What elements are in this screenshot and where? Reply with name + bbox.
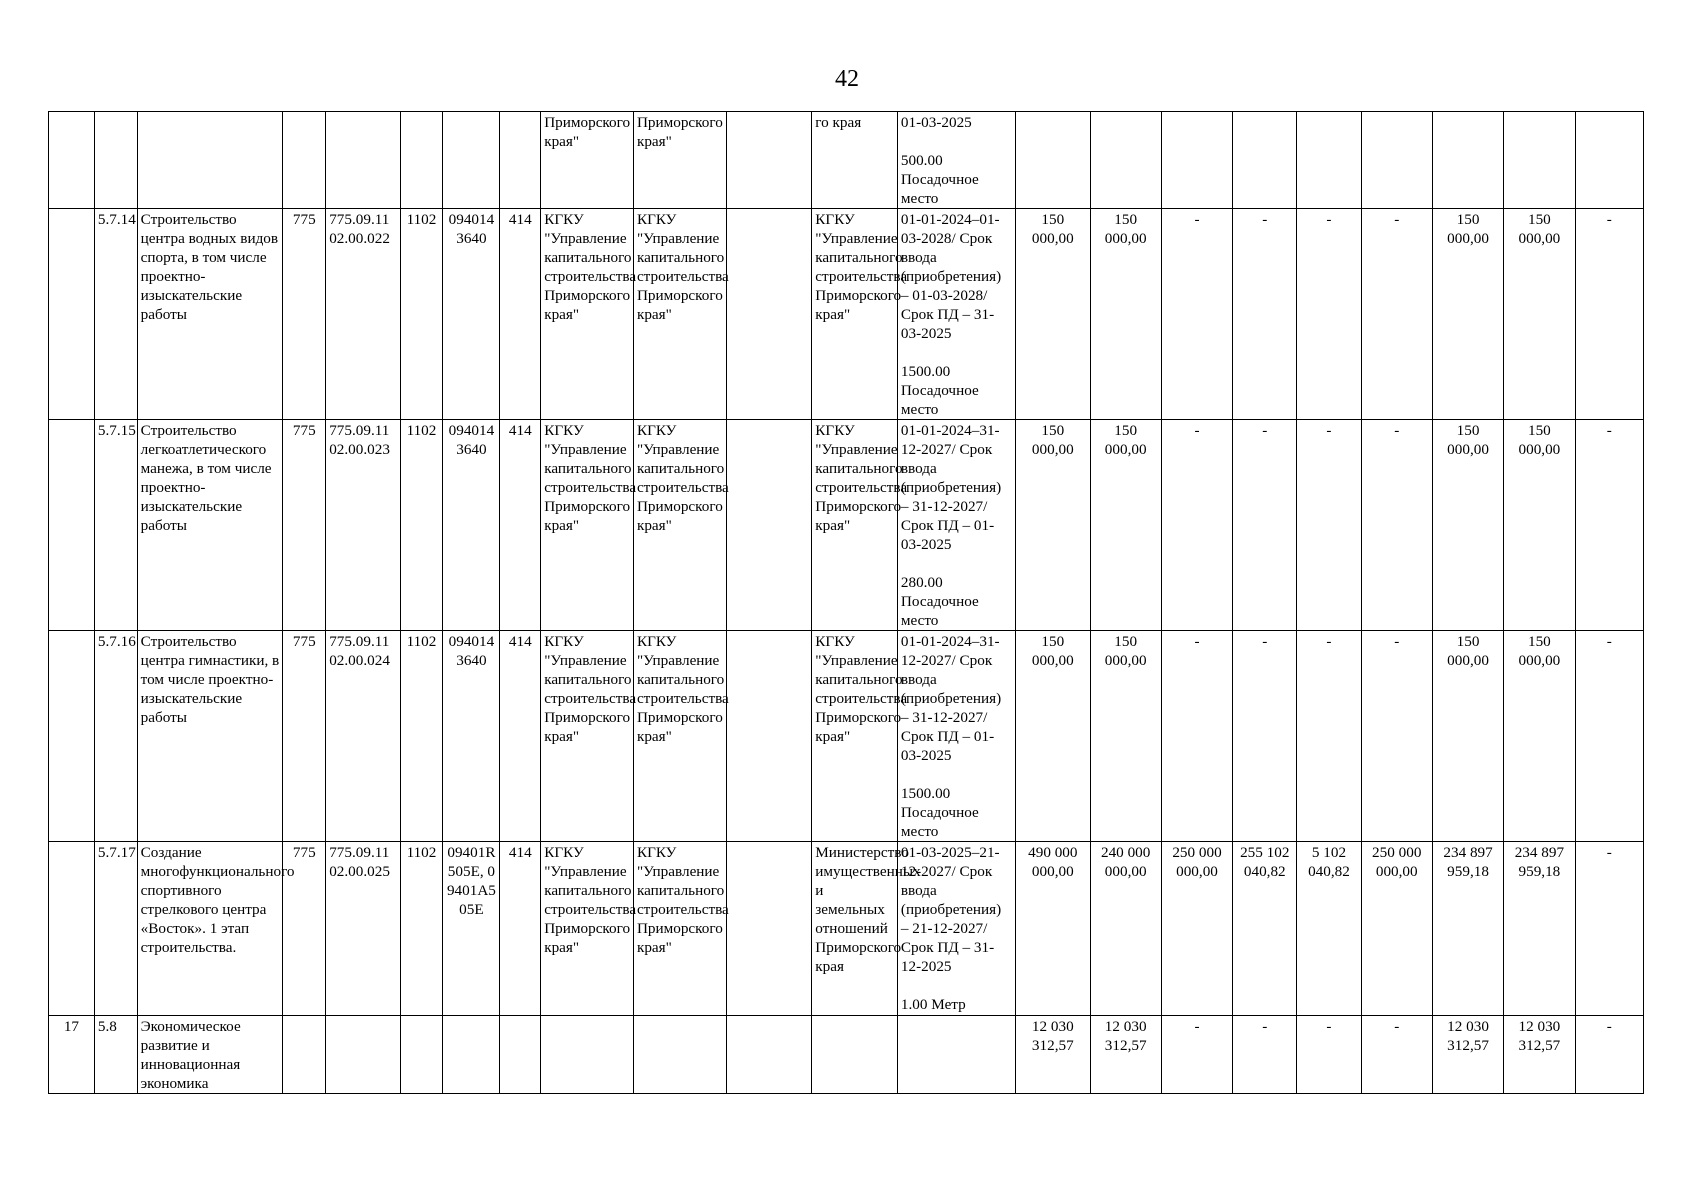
kbk-code xyxy=(326,112,400,209)
object-owner: КГКУ "Управление капитального строительства Приморского края" xyxy=(812,209,898,420)
value-col-4 xyxy=(1233,112,1297,209)
target-article-code xyxy=(443,1016,500,1094)
value-col-2: 240 000 000,00 xyxy=(1090,842,1161,1016)
value-col-2 xyxy=(1090,112,1161,209)
kbk-code: 775.09.11 02.00.024 xyxy=(326,631,400,842)
section-code: 1102 xyxy=(400,631,443,842)
state-customer: КГКУ "Управление капитального строительства Приморского края" xyxy=(541,842,634,1016)
value-col-2: 150 000,00 xyxy=(1090,209,1161,420)
terms-and-capacity: 01-01-2024–31-12-2027/ Срок ввода (приобретения) – 31-12-2027/ Срок ПД – 01-03-2025 280.00 Посадочное место xyxy=(897,420,1015,631)
value-col-5: - xyxy=(1297,420,1361,631)
value-col-3: - xyxy=(1161,420,1232,631)
value-col-5: - xyxy=(1297,631,1361,842)
table-row xyxy=(49,209,1644,420)
grbs-code: 775 xyxy=(283,631,326,842)
value-col-7 xyxy=(1432,112,1503,209)
value-col-3: - xyxy=(1161,1016,1232,1094)
developer: КГКУ "Управление капитального строительства Приморского края" xyxy=(633,420,726,631)
value-col-3: - xyxy=(1161,631,1232,842)
section-code xyxy=(400,1016,443,1094)
section-code xyxy=(400,112,443,209)
object-owner: го края xyxy=(812,112,898,209)
state-customer xyxy=(541,1016,634,1094)
value-col-6 xyxy=(1361,112,1432,209)
value-col-6: - xyxy=(1361,209,1432,420)
value-col-2: 150 000,00 xyxy=(1090,631,1161,842)
developer: КГКУ "Управление капитального строительства Приморского края" xyxy=(633,631,726,842)
state-customer: Приморского края" xyxy=(541,112,634,209)
value-col-8: 234 897 959,18 xyxy=(1504,842,1575,1016)
value-col-7: 12 030 312,57 xyxy=(1432,1016,1503,1094)
program-table xyxy=(48,111,1644,1094)
value-col-4: 255 102 040,82 xyxy=(1233,842,1297,1016)
target-article-code: 09401R505E, 09401A505E xyxy=(443,842,500,1016)
value-col-8 xyxy=(1504,112,1575,209)
value-col-8: 150 000,00 xyxy=(1504,420,1575,631)
value-col-7: 150 000,00 xyxy=(1432,631,1503,842)
table-row xyxy=(49,842,1644,1016)
terms-and-capacity: 01-03-2025 500.00 Посадочное место xyxy=(897,112,1015,209)
developer xyxy=(633,1016,726,1094)
object-owner xyxy=(812,1016,898,1094)
value-col-6: - xyxy=(1361,631,1432,842)
value-col-9: - xyxy=(1575,1016,1643,1094)
object-name: Строительство центра водных видов спорта, в том числе проектно-изыскательские работы xyxy=(137,209,283,420)
expense-type-code xyxy=(500,1016,541,1094)
value-col-5: - xyxy=(1297,1016,1361,1094)
kbk-code: 775.09.11 02.00.025 xyxy=(326,842,400,1016)
value-col-4: - xyxy=(1233,420,1297,631)
object-owner: КГКУ "Управление капитального строительства Приморского края" xyxy=(812,631,898,842)
value-total-cost: 150 000,00 xyxy=(1016,420,1090,631)
grbs-code xyxy=(283,1016,326,1094)
value-col-4: - xyxy=(1233,1016,1297,1094)
value-col-9: - xyxy=(1575,209,1643,420)
section-code: 1102 xyxy=(400,842,443,1016)
row-number xyxy=(49,209,95,420)
grbs-code xyxy=(283,112,326,209)
value-col-9: - xyxy=(1575,631,1643,842)
value-col-5: 5 102 040,82 xyxy=(1297,842,1361,1016)
terms-and-capacity: 01-01-2024–31-12-2027/ Срок ввода (приобретения) – 31-12-2027/ Срок ПД – 01-03-2025 1500.00 Посадочное место xyxy=(897,631,1015,842)
empty-cell xyxy=(726,1016,812,1094)
section-code: 1102 xyxy=(400,209,443,420)
terms-and-capacity: 01-01-2024–01-03-2028/ Срок ввода (приобретения) – 01-03-2028/ Срок ПД – 31-03-2025 1500.00 Посадочное место xyxy=(897,209,1015,420)
object-name xyxy=(137,112,283,209)
grbs-code: 775 xyxy=(283,209,326,420)
expense-type-code xyxy=(500,112,541,209)
empty-cell xyxy=(726,420,812,631)
developer: Приморского края" xyxy=(633,112,726,209)
expense-type-code: 414 xyxy=(500,631,541,842)
object-name: Экономическое развитие и инновационная экономика xyxy=(137,1016,283,1094)
value-col-7: 150 000,00 xyxy=(1432,209,1503,420)
row-number xyxy=(49,420,95,631)
empty-cell xyxy=(726,209,812,420)
grbs-code: 775 xyxy=(283,420,326,631)
object-owner: Министерство имущественных и земельных отношений Приморского края xyxy=(812,842,898,1016)
expense-type-code: 414 xyxy=(500,209,541,420)
target-article-code: 0940143640 xyxy=(443,631,500,842)
value-total-cost: 490 000 000,00 xyxy=(1016,842,1090,1016)
value-col-6: 250 000 000,00 xyxy=(1361,842,1432,1016)
value-col-7: 150 000,00 xyxy=(1432,420,1503,631)
value-col-8: 150 000,00 xyxy=(1504,209,1575,420)
value-col-3: 250 000 000,00 xyxy=(1161,842,1232,1016)
object-name: Строительство центра гимнастики, в том числе проектно-изыскательские работы xyxy=(137,631,283,842)
table-row xyxy=(49,112,1644,209)
value-col-8: 12 030 312,57 xyxy=(1504,1016,1575,1094)
value-total-cost: 150 000,00 xyxy=(1016,631,1090,842)
row-number xyxy=(49,112,95,209)
state-customer: КГКУ "Управление капитального строительства Приморского края" xyxy=(541,420,634,631)
kbk-code: 775.09.11 02.00.023 xyxy=(326,420,400,631)
target-article-code xyxy=(443,112,500,209)
table-row xyxy=(49,631,1644,842)
state-customer: КГКУ "Управление капитального строительства Приморского края" xyxy=(541,209,634,420)
expense-type-code: 414 xyxy=(500,420,541,631)
target-article-code: 0940143640 xyxy=(443,420,500,631)
value-col-5: - xyxy=(1297,209,1361,420)
item-code: 5.7.16 xyxy=(94,631,137,842)
page-number: 42 xyxy=(835,66,859,92)
object-name: Строительство легкоатлетического манежа, в том числе проектно-изыскательские работы xyxy=(137,420,283,631)
value-col-2: 12 030 312,57 xyxy=(1090,1016,1161,1094)
terms-and-capacity xyxy=(897,1016,1015,1094)
value-col-6: - xyxy=(1361,420,1432,631)
value-col-4: - xyxy=(1233,631,1297,842)
row-number xyxy=(49,631,95,842)
value-col-4: - xyxy=(1233,209,1297,420)
expense-type-code: 414 xyxy=(500,842,541,1016)
value-col-8: 150 000,00 xyxy=(1504,631,1575,842)
developer: КГКУ "Управление капитального строительства Приморского края" xyxy=(633,842,726,1016)
empty-cell xyxy=(726,112,812,209)
item-code: 5.7.14 xyxy=(94,209,137,420)
empty-cell xyxy=(726,842,812,1016)
value-total-cost xyxy=(1016,112,1090,209)
row-number: 17 xyxy=(49,1016,95,1094)
value-col-6: - xyxy=(1361,1016,1432,1094)
kbk-code xyxy=(326,1016,400,1094)
value-col-3 xyxy=(1161,112,1232,209)
item-code: 5.8 xyxy=(94,1016,137,1094)
object-name: Создание многофункционального спортивного стрелкового центра «Восток». 1 этап строительства. xyxy=(137,842,283,1016)
item-code: 5.7.17 xyxy=(94,842,137,1016)
value-total-cost: 12 030 312,57 xyxy=(1016,1016,1090,1094)
developer: КГКУ "Управление капитального строительства Приморского края" xyxy=(633,209,726,420)
table-row xyxy=(49,420,1644,631)
value-col-9: - xyxy=(1575,420,1643,631)
empty-cell xyxy=(726,631,812,842)
section-code: 1102 xyxy=(400,420,443,631)
item-code xyxy=(94,112,137,209)
value-total-cost: 150 000,00 xyxy=(1016,209,1090,420)
value-col-7: 234 897 959,18 xyxy=(1432,842,1503,1016)
table-row xyxy=(49,1016,1644,1094)
value-col-2: 150 000,00 xyxy=(1090,420,1161,631)
terms-and-capacity: 01-03-2025–21-12-2027/ Срок ввода (приобретения) – 21-12-2027/ Срок ПД – 31-12-2025 1.00 Метр xyxy=(897,842,1015,1016)
kbk-code: 775.09.11 02.00.022 xyxy=(326,209,400,420)
value-col-9: - xyxy=(1575,842,1643,1016)
row-number xyxy=(49,842,95,1016)
value-col-5 xyxy=(1297,112,1361,209)
item-code: 5.7.15 xyxy=(94,420,137,631)
state-customer: КГКУ "Управление капитального строительства Приморского края" xyxy=(541,631,634,842)
value-col-3: - xyxy=(1161,209,1232,420)
grbs-code: 775 xyxy=(283,842,326,1016)
object-owner: КГКУ "Управление капитального строительства Приморского края" xyxy=(812,420,898,631)
value-col-9 xyxy=(1575,112,1643,209)
target-article-code: 0940143640 xyxy=(443,209,500,420)
